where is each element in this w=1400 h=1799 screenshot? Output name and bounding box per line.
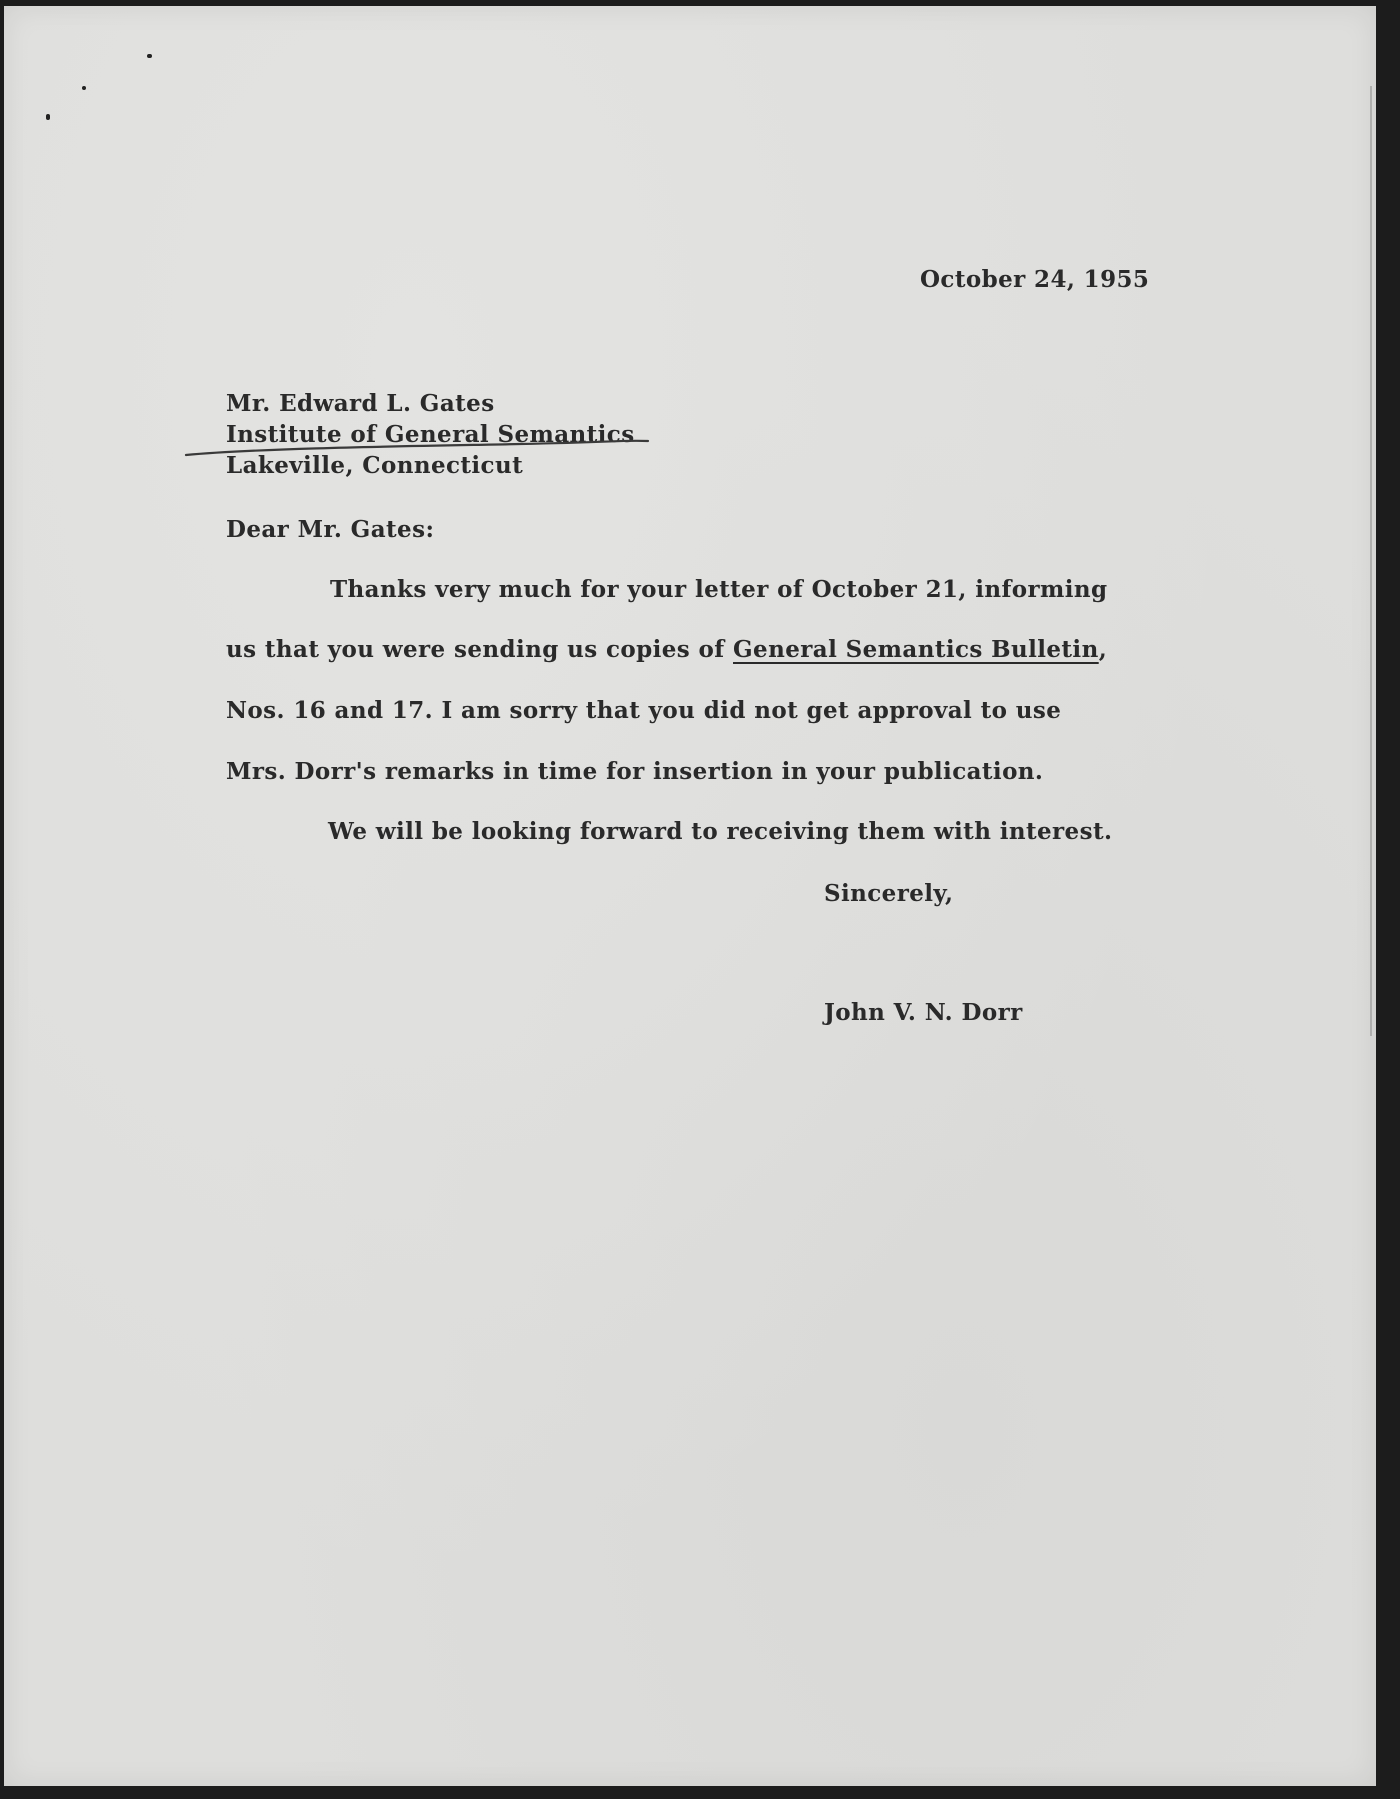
body-line-3: Nos. 16 and 17. I am sorry that you did not get approval to use (226, 697, 1062, 724)
body-line-2 (226, 636, 1107, 663)
paper-speck (82, 86, 86, 90)
body-line-4: Mrs. Dorr's remarks in time for insertion in your publication. (226, 758, 1044, 785)
paper-speck (147, 54, 152, 58)
recipient-name: Mr. Edward L. Gates (226, 390, 495, 417)
body-line-5: We will be looking forward to receiving them with interest. (328, 818, 1113, 845)
recipient-organization: Institute of General Semantics (226, 421, 635, 448)
signature: John V. N. Dorr (824, 999, 1023, 1026)
letter-page (4, 6, 1376, 1786)
closing: Sincerely, (824, 880, 954, 907)
body-line-2-post: , (1098, 636, 1108, 663)
body-line-2-pre: us that you were sending us copies of (226, 636, 725, 663)
paper-speck (46, 114, 50, 120)
letter-date: October 24, 1955 (920, 266, 1150, 293)
paper-edge (1370, 86, 1372, 1036)
body-line-1: Thanks very much for your letter of October 21, informing (330, 576, 1108, 603)
publication-title: General Semantics Bulletin (733, 636, 1099, 663)
recipient-location: Lakeville, Connecticut (226, 452, 524, 479)
salutation: Dear Mr. Gates: (226, 516, 435, 543)
